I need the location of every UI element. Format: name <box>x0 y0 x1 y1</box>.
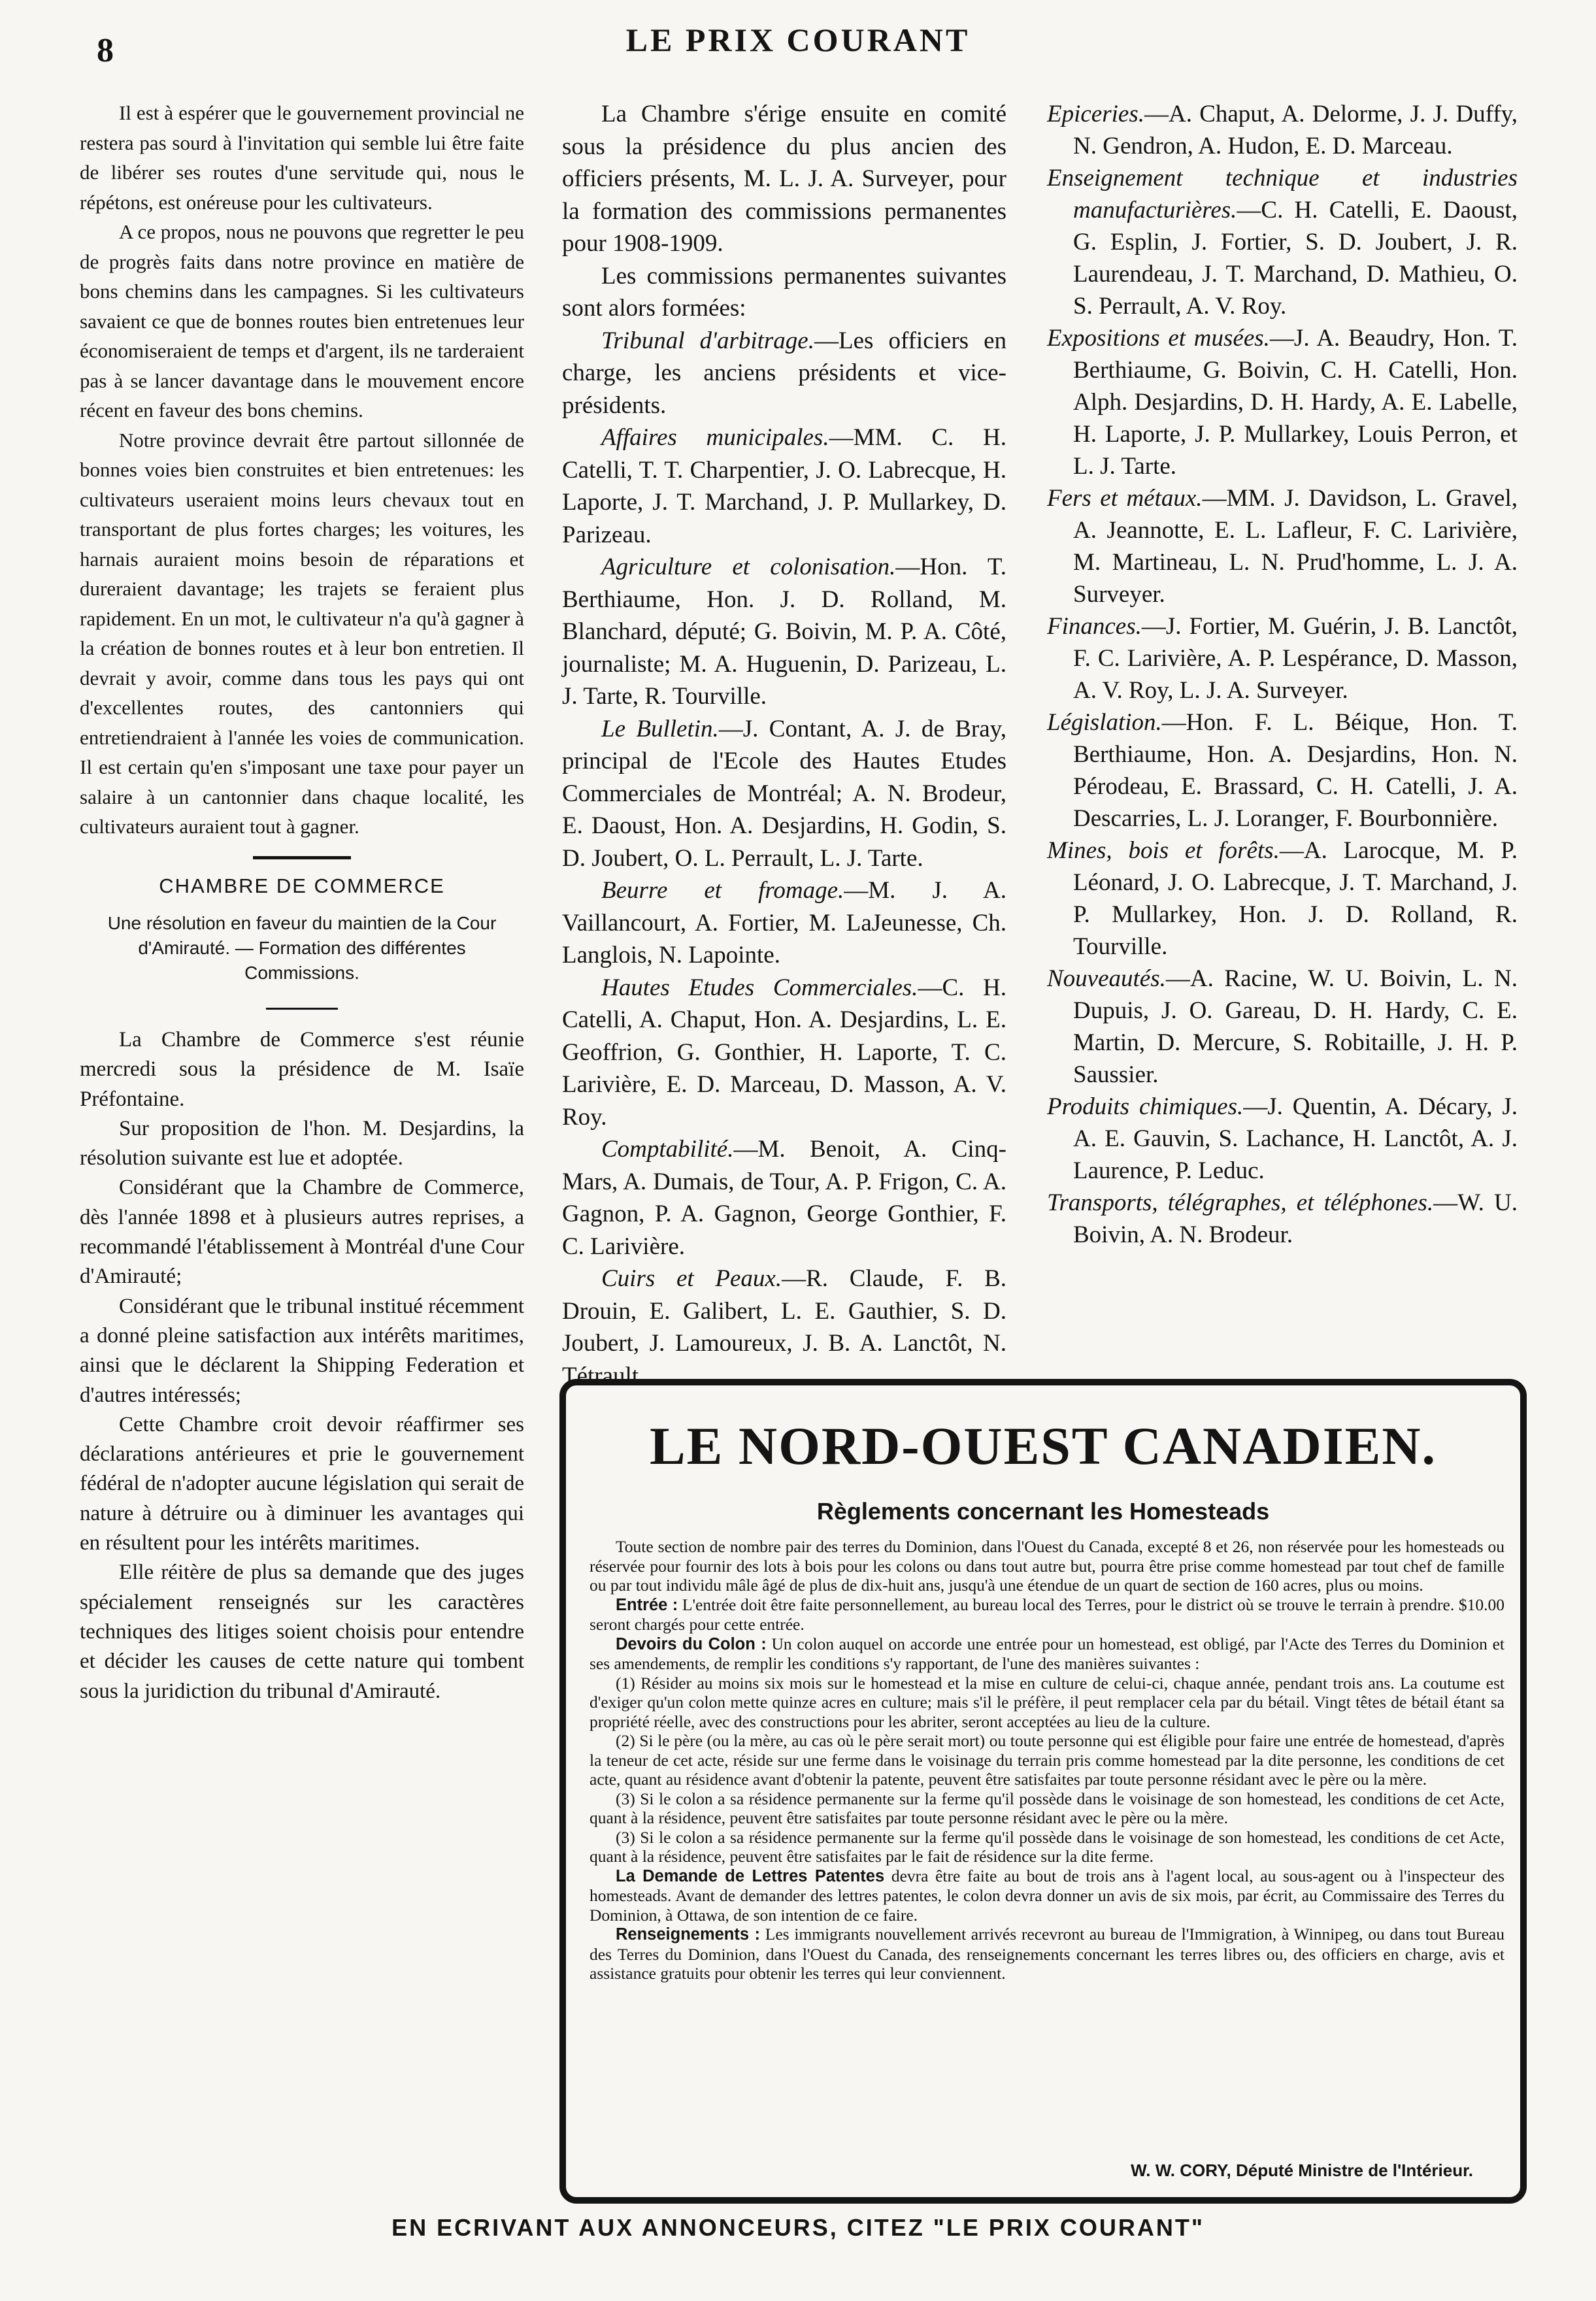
commission-name: Mines, bois et forêts. <box>1047 837 1280 864</box>
commission-members: —J. A. Beaudry, Hon. T. Berthiaume, G. Boivin, C. H. Catelli, Hon. Alph. Desjardins, D. H. Hardy, A. E. Labelle, H. Laporte, J. P. Mullarkey, Louis Perron, et L. J. Tarte. <box>1073 325 1518 480</box>
commission-members: —A. Chaput, A. Delorme, J. J. Duffy, N. Gendron, A. Hudon, E. D. Marceau. <box>1073 101 1518 159</box>
ad-title: LE NORD-OUEST CANADIEN. <box>649 1416 1437 1476</box>
commission-members: —J. Contant, A. J. de Bray, principal de l'Ecole des Hautes Etudes Commerciales de Montréal; A. N. Brodeur, E. Daoust, Hon. A. Desjardins, H. Godin, S. D. Joubert, O. L. Perrault, L. J. Tarte. <box>562 715 1006 872</box>
ad-paragraph: (2) Si le père (ou la mère, au cas où le père serait mort) ou toute personne qui est éligible pour faire une entrée de homestead, d'après la teneur de cet acte, réside sur une ferme dans le voisinage du terrain pris comme homestead par la dite personne, les conditions de cet acte, quant au résidence avant d'obtenir la patente, peuvent être satisfaites par toute personne résidant avec le père ou la mère. <box>590 1731 1505 1789</box>
commission-name: Tribunal d'arbitrage. <box>601 327 814 354</box>
commission-entry <box>1047 482 1518 610</box>
commission-members: —Hon. F. L. Béique, Hon. T. Berthiaume, Hon. A. Desjardins, Hon. N. Pérodeau, E. Brassard, C. H. Catelli, J. A. Descarries, L. J. Loranger, F. Bourbonnière. <box>1073 709 1518 832</box>
ad-label: La Demande de Lettres Patentes <box>616 1866 885 1885</box>
commission-members: —Hon. T. Berthiaume, Hon. J. D. Rolland, M. Blanchard, député; G. Boivin, M. P. A. Côté, journaliste; M. A. Huguenin, D. Parizeau, L. J. Tarte, R. Tourville. <box>562 554 1006 710</box>
commission-name: Comptabilité. <box>601 1136 734 1163</box>
commission-entry <box>1047 322 1518 482</box>
ad-paragraph: (3) Si le colon a sa résidence permanente sur la ferme qu'il possède dans le voisinage de son homestead, les conditions de cet Acte, quant à la résidence, peuvent être satisfaites par le fait de résidence sur la dite ferme. <box>590 1827 1505 1866</box>
commission-members: —M. J. A. Vaillancourt, A. Fortier, M. LaJeunesse, Ch. Langlois, N. Lapointe. <box>562 877 1006 968</box>
commission-entry <box>1047 610 1518 706</box>
ad-subtitle: Règlements concernant les Homesteads <box>816 1498 1270 1525</box>
paragraph: Cette Chambre croit devoir réaffirmer ses déclarations antérieures et prie le gouvernement fédéral de n'adopter aucune législation qui serait de nature à détruire ou à diminuer les avantages qui en résultent pour les intérêts maritimes. <box>80 1412 524 1555</box>
commission-entry <box>1047 1091 1518 1187</box>
article-body <box>80 1025 524 1706</box>
commission-members: —Les officiers en charge, les anciens présidents et vice-présidents. <box>562 327 1007 419</box>
commission-name: Agriculture et colonisation. <box>601 554 896 580</box>
commission-members: —C. H. Catelli, E. Daoust, G. Esplin, J. Fortier, S. D. Joubert, J. R. Laurendeau, J. T. Marchand, D. Mathieu, O. S. Perrault, A. V. Roy. <box>1073 197 1518 320</box>
commission-members: —A. Racine, W. U. Boivin, L. N. Dupuis, J. O. Gareau, D. H. Hardy, C. E. Martin, D. Mercure, S. Robitaille, J. H. P. Saussier. <box>1073 965 1518 1088</box>
column-2 <box>562 98 1006 1392</box>
ad-text: Les immigrants nouvellement arrivés recevront au bureau de l'Immigration, à Winnipeg, ou dans tout Bureau des Terres du Dominion, dans l'Ouest du Canada, des renseignements concernant les terres libres ou, des officiers en charge, avis et assistance gratuits pour obtenir les terres qui leur conviennent. <box>590 1925 1505 1983</box>
ad-text: Un colon auquel on accorde une entrée pour un homestead, est obligé, par l'Acte des Terres du Dominion et ses amendements, de remplir les conditions s'y rapportant, de l'une des manières suivantes : <box>590 1634 1505 1673</box>
paragraph: Sur proposition de l'hon. M. Desjardins, la résolution suivante est lue et adoptée. <box>80 1116 524 1170</box>
commission-members: —J. Fortier, M. Guérin, J. B. Lanctôt, F. C. Larivière, A. P. Lespérance, D. Masson, A. V. Roy, L. J. A. Surveyer. <box>1073 613 1518 704</box>
commission-members: —C. H. Catelli, A. Chaput, Hon. A. Desjardins, L. E. Geoffrion, G. Gonthier, H. Laporte, T. C. Larivière, E. D. Marceau, D. Masson, A. V. Roy. <box>562 974 1006 1131</box>
commission-name: Enseignement technique et industries manufacturières. <box>1047 165 1518 223</box>
commission-members: —W. U. Boivin, A. N. Brodeur. <box>1073 1189 1518 1248</box>
commission-entry <box>1047 162 1518 322</box>
commission-entry <box>562 551 1006 713</box>
commission-name: Hautes Etudes Commerciales. <box>601 974 918 1001</box>
paragraph: La Chambre de Commerce s'est réunie mercredi sous la présidence de M. Isaïe Préfontaine. <box>80 1028 524 1111</box>
ad-paragraph <box>590 1595 1505 1634</box>
column-1 <box>80 98 524 1706</box>
paragraph: Les commissions permanentes suivantes sont alors formées: <box>562 262 1006 322</box>
ad-label: Entrée : <box>616 1595 678 1614</box>
paragraph: Notre province devrait être partout sillonnée de bonnes voies bien construites et bien entretenues: les cultivateurs useraient moins leurs chevaux tout en transportant de plus fortes charges; les voitures, les harnais auraient moins besoin de réparations et dureraient davantage; les trajets se feraient plus rapidement. En un mot, le cultivateur n'a qu'à gagner à la création de bonnes routes et à leur bon entretien. Il devrait y avoir, comme dans tous les pays qui ont d'excellentes routes, des cantonniers qui entretiendraient à l'année les voies de communication. Il est certain qu'en s'imposant une taxe pour payer un salaire à un cantonnier dans chaque localité, les cultivateurs auraient tout à gagner. <box>80 428 524 838</box>
ad-paragraph <box>590 1634 1505 1674</box>
paragraph: La Chambre s'érige ensuite en comité sous la présidence du plus ancien des officiers présents, M. L. J. A. Surveyer, pour la formation des commissions permanentes pour 1908-1909. <box>562 101 1006 257</box>
ad-paragraph <box>590 1925 1505 1983</box>
commission-members: —MM. J. Davidson, L. Gravel, A. Jeannotte, E. L. Lafleur, F. C. Larivière, M. Martineau, L. N. Prud'homme, L. J. A. Surveyer. <box>1073 485 1518 608</box>
ad-paragraph: Toute section de nombre pair des terres du Dominion, dans l'Ouest du Canada, excepté 8 et 26, non réservée pour les homesteads ou réservée pour fournir des lots à bois pour les colons ou dans tout autre but, pourra être prise comme homestead par tout chef de famille ou par tout individu mâle âgé de plus de dix-huit ans, jusqu'à une étendue de un quart de section de 160 acres, plus ou moins. <box>590 1537 1505 1595</box>
paragraph: Il est à espérer que le gouvernement provincial ne restera pas sourd à l'invitation qui semble lui être faite de libérer ses routes d'une servitude qui, nous le répétons, est onéreuse pour les cultivateurs. <box>80 101 524 214</box>
commission-name: Finances. <box>1047 613 1142 640</box>
commission-name: Transports, télégraphes, et téléphones. <box>1047 1189 1434 1216</box>
commission-entry <box>562 874 1006 972</box>
commission-entry <box>562 713 1006 875</box>
commission-name: Expositions et musées. <box>1047 325 1270 352</box>
column-3 <box>1047 98 1518 1251</box>
commission-name: Affaires municipales. <box>601 424 829 451</box>
footer-notice: EN ECRIVANT AUX ANNONCEURS, CITEZ "LE PRIX COURANT" <box>391 2214 1205 2241</box>
paragraph: Considérant que le tribunal institué récemment a donné pleine satisfaction aux intérêts maritimes, ainsi que le déclarent la Shipping Federation et d'autres intéressés; <box>80 1294 524 1407</box>
commission-name: Législation. <box>1047 709 1162 736</box>
commission-name: Fers et métaux. <box>1047 485 1203 512</box>
paragraph: Considérant que la Chambre de Commerce, dès l'année 1898 et à plusieurs autres reprises, a recommandé l'établissement à Montréal d'une Cour d'Amirauté; <box>80 1176 524 1289</box>
commission-name: Nouveautés. <box>1047 965 1166 992</box>
ad-text: L'entrée doit être faite personnellement, au bureau local des Terres, pour le district où se trouve le terrain à prendre. $10.00 seront chargés pour cette entrée. <box>590 1595 1505 1634</box>
commission-name: Produits chimiques. <box>1047 1093 1244 1120</box>
ad-paragraph: (3) Si le colon a sa résidence permanente sur la ferme qu'il possède dans le voisinage de son homestead, les conditions de cet Acte, quant à la résidence, peuvent être satisfaites par toute personne résidant avec le père ou la mère. <box>590 1789 1505 1827</box>
section-subheading: Une résolution en faveur du maintien de la Cour d'Amirauté. — Formation des différentes Commissions. <box>107 913 497 983</box>
commission-entry <box>1047 963 1518 1091</box>
section-divider <box>253 856 351 859</box>
ad-body <box>590 1537 1505 1983</box>
paragraph: A ce propos, nous ne pouvons que regretter le peu de progrès faits dans notre province en matière de bons chemins dans les campagnes. Si les cultivateurs savaient ce que de bonnes routes bien entretenues leur économiseraient de temps et d'argent, ils ne tarderaient pas à se lancer davantage dans le mouvement encore récent en faveur des bons chemins. <box>80 220 524 422</box>
subheading-divider <box>266 1008 338 1010</box>
commission-entry <box>562 422 1006 551</box>
page-number: 8 <box>97 32 114 69</box>
ad-text: devra être faite au bout de trois ans à l'agent local, au sous-agent ou à l'inspecteur des homesteads. Avant de demander des lettres patentes, le colon devra donner un avis de six mois, par écrit, au Commissaire des Terres du Dominion, à Ottawa, de son intention de ce faire. <box>590 1866 1505 1925</box>
commission-entry <box>1047 706 1518 835</box>
commission-members: —MM. C. H. Catelli, T. T. Charpentier, J. O. Labrecque, H. Laporte, J. T. Marchand, J. P. Mullarkey, D. Parizeau. <box>562 424 1006 548</box>
ad-signature: W. W. CORY, Député Ministre de l'Intérieur. <box>1131 2160 1473 2180</box>
commission-entry <box>1047 1187 1518 1251</box>
ad-paragraph: (1) Résider au moins six mois sur le homestead et la mise en culture de celui-ci, chaque année, pendant trois ans. La coutume est d'exiger qu'un colon mette quinze acres en culture; mais s'il le préfère, il peut remplacer cela par du bétail. Vingt têtes de bétail étant sa propriété réelle, avec des constructions pour les abriter, seront acceptées au lieu de la culture. <box>590 1673 1505 1731</box>
homestead-advertisement <box>559 1379 1527 2204</box>
commission-members: —A. Larocque, M. P. Léonard, J. O. Labrecque, J. T. Marchand, J. P. Mullarkey, Hon. J. D. Rolland, R. Tourville. <box>1073 837 1518 960</box>
commission-name: Cuirs et Peaux. <box>601 1265 782 1292</box>
commission-entry <box>562 1263 1006 1392</box>
ad-label: Devoirs du Colon : <box>616 1634 767 1653</box>
commission-name: Epiceries. <box>1047 101 1144 127</box>
commission-members: —R. Claude, F. B. Drouin, E. Galibert, L. E. Gauthier, S. D. Joubert, J. Lamoureux, J. B. A. Lanctôt, N. Tétrault. <box>562 1265 1007 1389</box>
ad-paragraph <box>590 1866 1505 1925</box>
commission-members: —M. Benoit, A. Cinq-Mars, A. Dumais, de Tour, A. P. Frigon, C. A. Gagnon, P. A. Gagnon, George Gonthier, F. C. Larivière. <box>562 1136 1006 1260</box>
commission-members: —J. Quentin, A. Décary, J. A. E. Gauvin, S. Lachance, H. Lanctôt, A. J. Laurence, P. Leduc. <box>1073 1093 1518 1184</box>
commission-name: Le Bulletin. <box>601 715 719 742</box>
commission-entry <box>1047 98 1518 162</box>
commission-entry <box>1047 835 1518 963</box>
ad-label: Renseignements : <box>616 1925 761 1944</box>
commission-entry <box>562 325 1006 422</box>
commission-entry <box>562 1133 1006 1263</box>
running-head: LE PRIX COURANT <box>625 22 971 58</box>
paragraph: Elle réitère de plus sa demande que des juges spécialement renseignés sur les caractères techniques des litiges soient choisis pour entendre et décider les causes de cette nature qui tombent sous la juridiction du tribunal d'Amirauté. <box>80 1561 524 1703</box>
commission-name: Beurre et fromage. <box>601 877 844 904</box>
commission-entry <box>562 972 1006 1134</box>
section-heading: CHAMBRE DE COMMERCE <box>159 874 445 897</box>
